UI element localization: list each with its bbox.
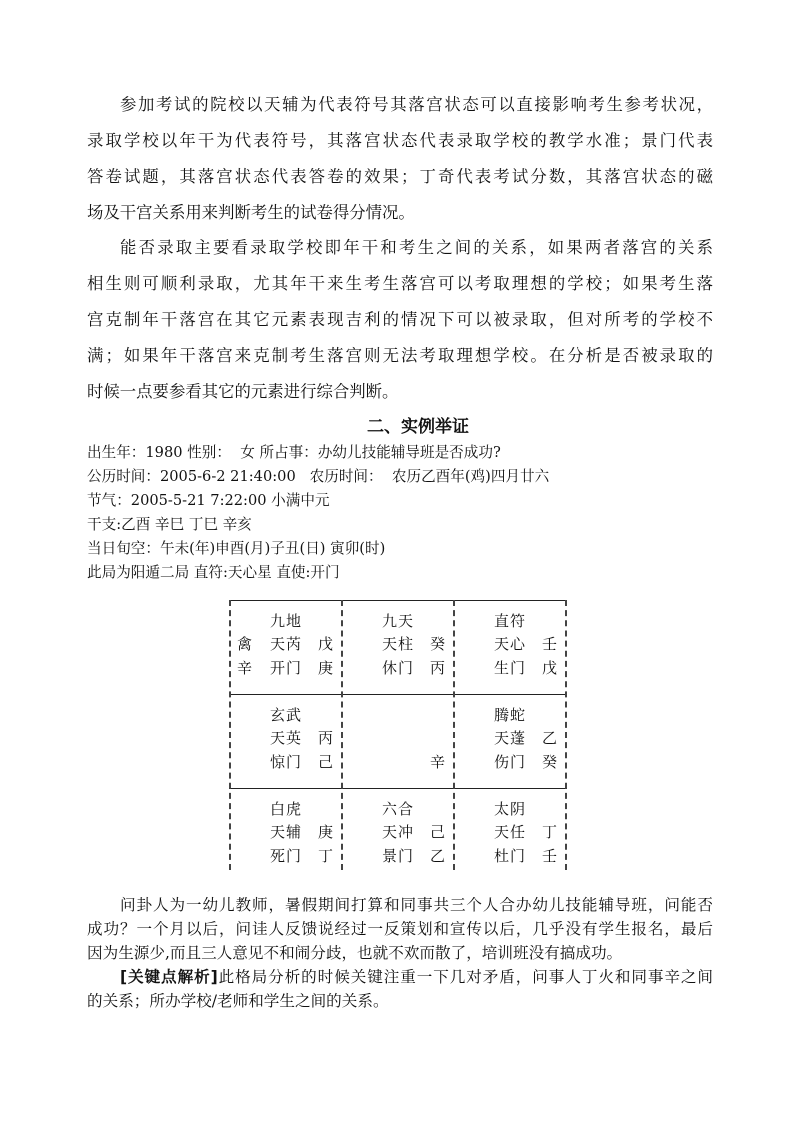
star-stem: 壬 [542, 635, 558, 653]
deity-label: 太阴 [494, 800, 527, 818]
palace-cell [453, 600, 565, 690]
extra-label: 辛 [237, 659, 253, 677]
star-label: 天柱 [382, 635, 415, 653]
text-line: 问卦人为一幼儿教师，暑假期间打算和同事共三个人合办幼儿技能辅导班，问能否 [120, 896, 713, 914]
star-label: 天任 [494, 823, 527, 841]
text-line: 参加考试的院校以天辅为代表符号其落宫状态可以直接影响考生参考状况， [120, 95, 713, 114]
door-label: 开门 [270, 659, 303, 677]
text-line: 时候一点要参看其它的元素进行综合判断。 [87, 382, 399, 401]
door-stem: 壬 [542, 847, 558, 865]
palace-cell [453, 788, 565, 878]
door-stem: 戊 [542, 659, 558, 677]
door-label: 景门 [382, 847, 415, 865]
palace-cell [229, 788, 341, 878]
text-line: 的关系；所办学校/老师和学生之间的关系。 [87, 992, 389, 1010]
star-stem: 丙 [318, 729, 334, 747]
star-label: 天蓬 [494, 729, 527, 747]
door-stem: 癸 [542, 753, 558, 771]
info-line: 当日旬空：午未(年)申酉(月)子丑(日) 寅卯(时) [87, 540, 386, 557]
deity-label: 九地 [270, 612, 303, 630]
door-label: 惊门 [270, 753, 303, 771]
deity-label: 六合 [382, 800, 415, 818]
info-line: 出生年：1980 性别： 女 所占事：办幼儿技能辅导班是否成功? [87, 444, 501, 461]
palace-cell [341, 694, 453, 784]
deity-label: 直符 [494, 612, 527, 630]
star-label: 天心 [494, 635, 527, 653]
palace-cell [453, 694, 565, 784]
star-stem: 丁 [542, 823, 558, 841]
star-stem: 庚 [318, 823, 334, 841]
deity-label: 玄武 [270, 706, 303, 724]
door-stem: 己 [318, 753, 334, 771]
door-stem: 辛 [430, 753, 446, 771]
star-label: 天英 [270, 729, 303, 747]
key-point-label: [关键点解析] [120, 968, 218, 986]
info-line: 节气：2005-5-21 7:22:00 小满中元 [87, 492, 330, 509]
text-line: 能否录取主要看录取学校即年干和考生之间的关系，如果两者落宫的关系 [120, 238, 713, 257]
deity-label: 九天 [382, 612, 415, 630]
door-stem: 乙 [430, 847, 446, 865]
palace-cell [229, 694, 341, 784]
door-stem: 丙 [430, 659, 446, 677]
palace-cell [341, 788, 453, 878]
door-label: 休门 [382, 659, 415, 677]
door-label: 死门 [270, 847, 303, 865]
text-line: 成功？一个月以后，问诖人反馈说经过一反策划和宣传以后，几乎没有学生报名，最后 [87, 920, 713, 938]
text-line: 场及干宫关系用来判断考生的试卷得分情况。 [87, 203, 415, 222]
section-title: 二、实例举证 [367, 417, 469, 437]
deity-label: 腾蛇 [494, 706, 527, 724]
star-stem: 乙 [542, 729, 558, 747]
extra-label: 禽 [237, 635, 253, 653]
info-line: 干支:乙酉 辛巳 丁巳 辛亥 [87, 516, 252, 533]
text-line: 相生则可顺利录取，尤其年干来生考生落宫可以考取理想的学校；如果考生落 [87, 274, 713, 293]
palace-cell [341, 600, 453, 690]
door-label: 生门 [494, 659, 527, 677]
star-stem: 己 [430, 823, 446, 841]
star-label: 天冲 [382, 823, 415, 841]
star-label: 天辅 [270, 823, 303, 841]
deity-label: 白虎 [270, 800, 303, 818]
text-line: 因为生源少,而且三人意见不和闹分歧，也就不欢而散了，培训班没有搞成功。 [87, 944, 623, 962]
text-line: 满；如果年干落宫来克制考生落宫则无法考取理想学校。在分析是否被录取的 [87, 346, 713, 365]
text-line [120, 967, 713, 987]
star-label: 天芮 [270, 635, 303, 653]
palace-cell [229, 600, 341, 690]
qimen-chart-grid [229, 600, 565, 870]
door-label: 杜门 [494, 847, 527, 865]
text-line: 宫克制年干落宫在其它元素表现吉利的情况下可以被录取，但对所考的学校不 [87, 310, 713, 329]
text-line: 录取学校以年干为代表符号，其落宫状态代表录取学校的教学水准；景门代表 [87, 131, 713, 150]
info-line: 公历时间：2005-6-2 21:40:00 农历时间： 农历乙酉年(鸡)四月廿六 [87, 468, 550, 485]
door-label: 伤门 [494, 753, 527, 771]
key-point-text: 此格局分析的时候关键注重一下几对矛盾，问事人丁火和同事辛之间 [217, 968, 713, 986]
text-line: 答卷试题，其落宫状态代表答卷的效果；丁奇代表考试分数，其落宫状态的磁 [87, 167, 713, 186]
grid-line [565, 600, 567, 870]
info-line: 此局为阳遁二局 直符:天心星 直使:开门 [87, 564, 340, 581]
star-stem: 癸 [430, 635, 446, 653]
door-stem: 庚 [318, 659, 334, 677]
door-stem: 丁 [318, 847, 334, 865]
star-stem: 戊 [318, 635, 334, 653]
